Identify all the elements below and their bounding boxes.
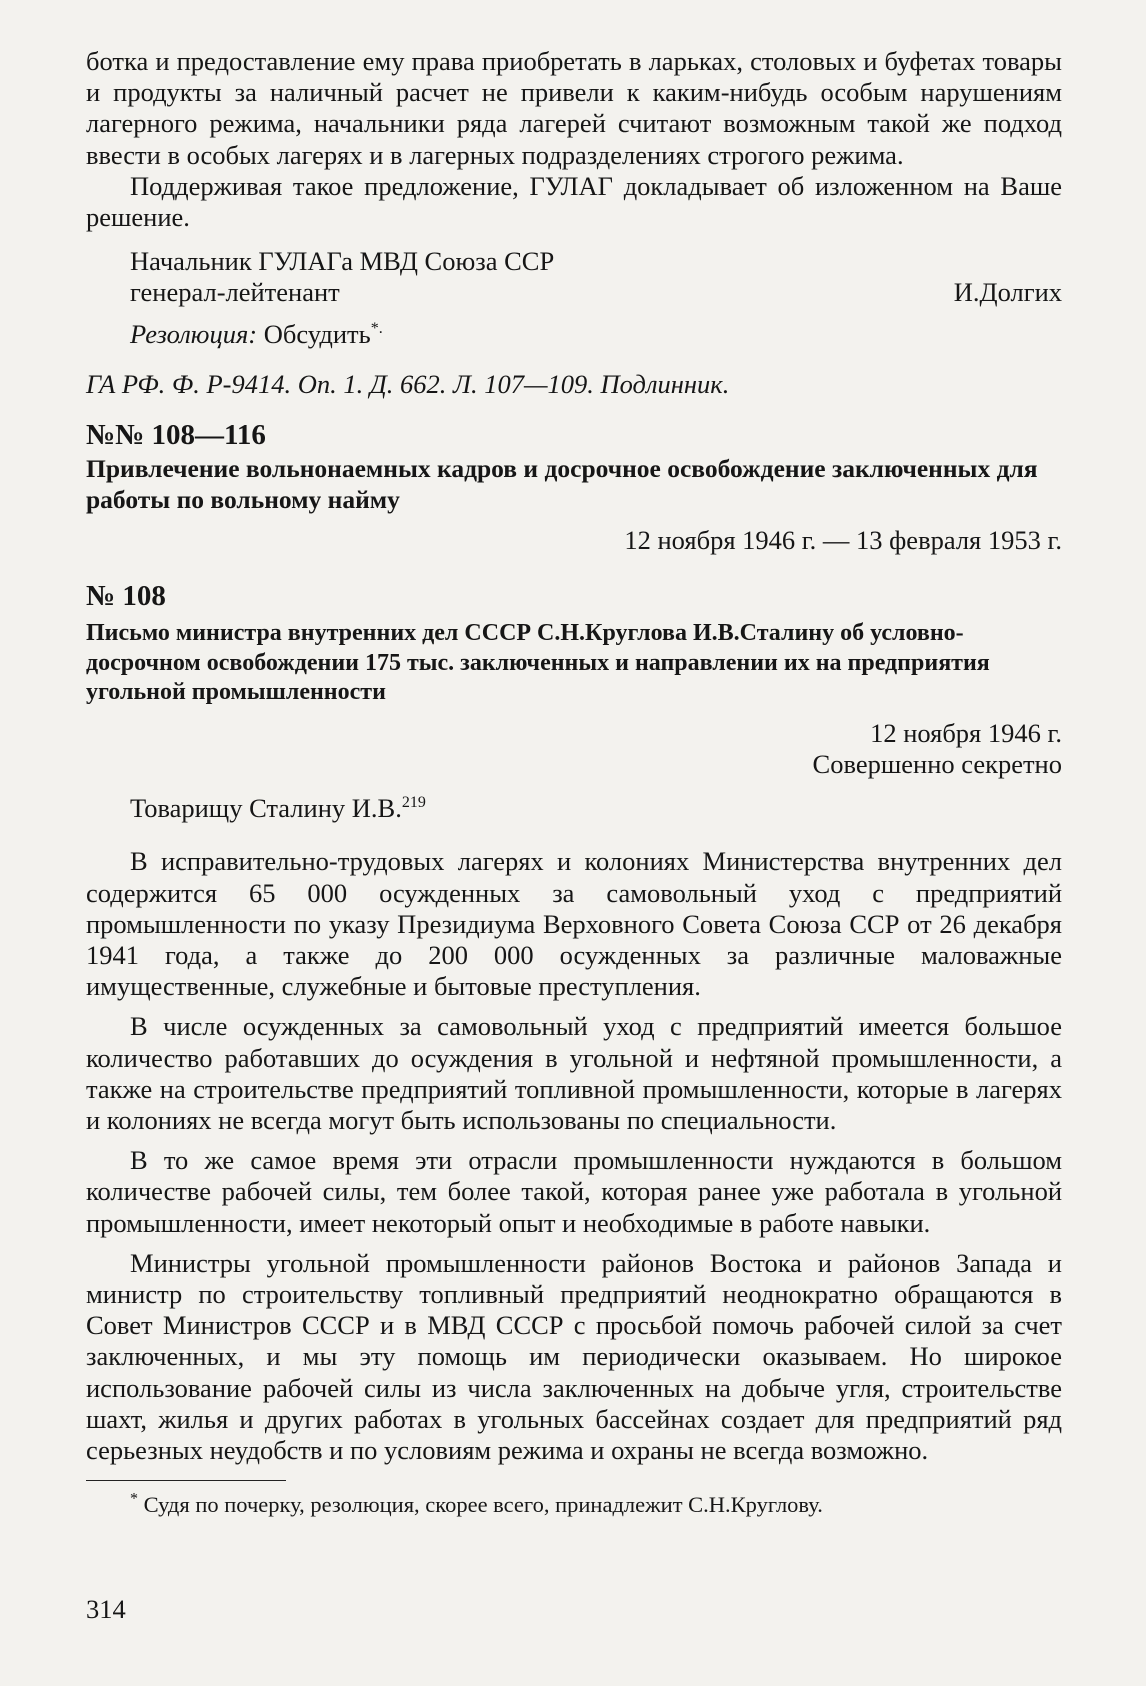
footnote-divider [86,1480,286,1481]
document-number: № 108 [86,580,166,613]
document-classification: Совершенно секретно [812,748,1062,779]
section-number: №№ 108—116 [86,419,266,452]
resolution [86,319,1062,350]
footnote-mark: * [130,1490,138,1508]
resolution-footnote-mark: *. [370,319,383,337]
resolution-text: Обсудить [263,318,371,349]
continuation-paragraph: ботка и предоставление ему права приобретать в ларьках, столовых и буфетах товары и продукты за наличный расчет не привели к каким-нибудь особым нарушениям лагерного режима, начальники ряда лагерей считают возможным такой же подход ввести в особых лагерях и в лагерных подразделениях строгого режима. [86,46,1062,170]
body-paragraph: В то же самое время эти отрасли промышленности нуждаются в большом количестве рабочей силы, тем более такой, которая ранее уже работала в угольной промышленности, имеет некоторый опыт и необходимые в работе навыки. [86,1145,1062,1238]
archive-source: ГА РФ. Ф. Р-9414. Оп. 1. Д. 662. Л. 107—109. Подлинник. [86,368,730,399]
document-body [86,846,1062,1466]
signature-name: И.Долгих [953,277,1062,308]
signature-title-line1: Начальник ГУЛАГа МВД Союза ССР [130,246,555,277]
document-date: 12 ноября 1946 г. [870,717,1062,748]
addressee [86,793,1062,824]
signature-block [86,246,1062,308]
signature-rank: генерал-лейтенант [130,277,340,308]
addressee-text: Товарищу Сталину И.В. [130,793,402,824]
body-paragraph: В исправительно-трудовых лагерях и колониях Министерства внутренних дел содержится 65 000 осужденных за самовольный уход с предприятий промышленности по указу Президиума Верховного Совета Союза ССР от 26 декабря 1941 года, а также до 200 000 осужденных за различные маловажные имущественные, служебные и бытовые преступления. [86,846,1062,1002]
body-paragraph: Министры угольной промышленности районов Востока и районов Запада и министр по строительству топливный предприятий неоднократно обращаются в Совет Министров СССР и в МВД СССР с просьбой помочь рабочей силой за счет заключенных, и мы эту помощь им периодически оказываем. Но широкое использование рабочей силы из числа заключенных на добыче угля, строительстве шахт, жилья и других работах в угольных бассейнах создает для предприятий ряд серьезных неудобств и по условиям режима и охраны не всегда возможно. [86,1247,1062,1465]
support-paragraph: Поддерживая такое предложение, ГУЛАГ докладывает об изложенном на Ваше решение. [86,170,1062,233]
signature-row [130,277,1062,308]
section-date-range: 12 ноября 1946 г. — 13 февраля 1953 г. [624,525,1062,556]
addressee-note: 219 [401,794,426,812]
page-number: 314 [86,1594,126,1624]
section-title: Привлечение вольнонаемных кадров и досрочное освобождение заключенных для работы по вольному найму [86,454,1038,514]
body-paragraph: В числе осужденных за самовольный уход с предприятий имеется большое количество работавших до осуждения в угольной и нефтяной промышленности, а также на строительстве предприятий топливной промышленности, которые в лагерях и колониях не всегда могут быть использованы по специальности. [86,1011,1062,1135]
resolution-label: Резолюция: [130,318,258,349]
document-title: Письмо министра внутренних дел СССР С.Н.Круглова И.В.Сталину об условно-досрочном освобождении 175 тыс. заключенных и направлении их на предприятия угольной промышленности [86,620,990,706]
footnote-text: Судя по почерку, резолюция, скорее всего, принадлежит С.Н.Круглову. [143,1492,823,1518]
document-page [86,46,1062,1519]
footnote [86,1491,1062,1519]
